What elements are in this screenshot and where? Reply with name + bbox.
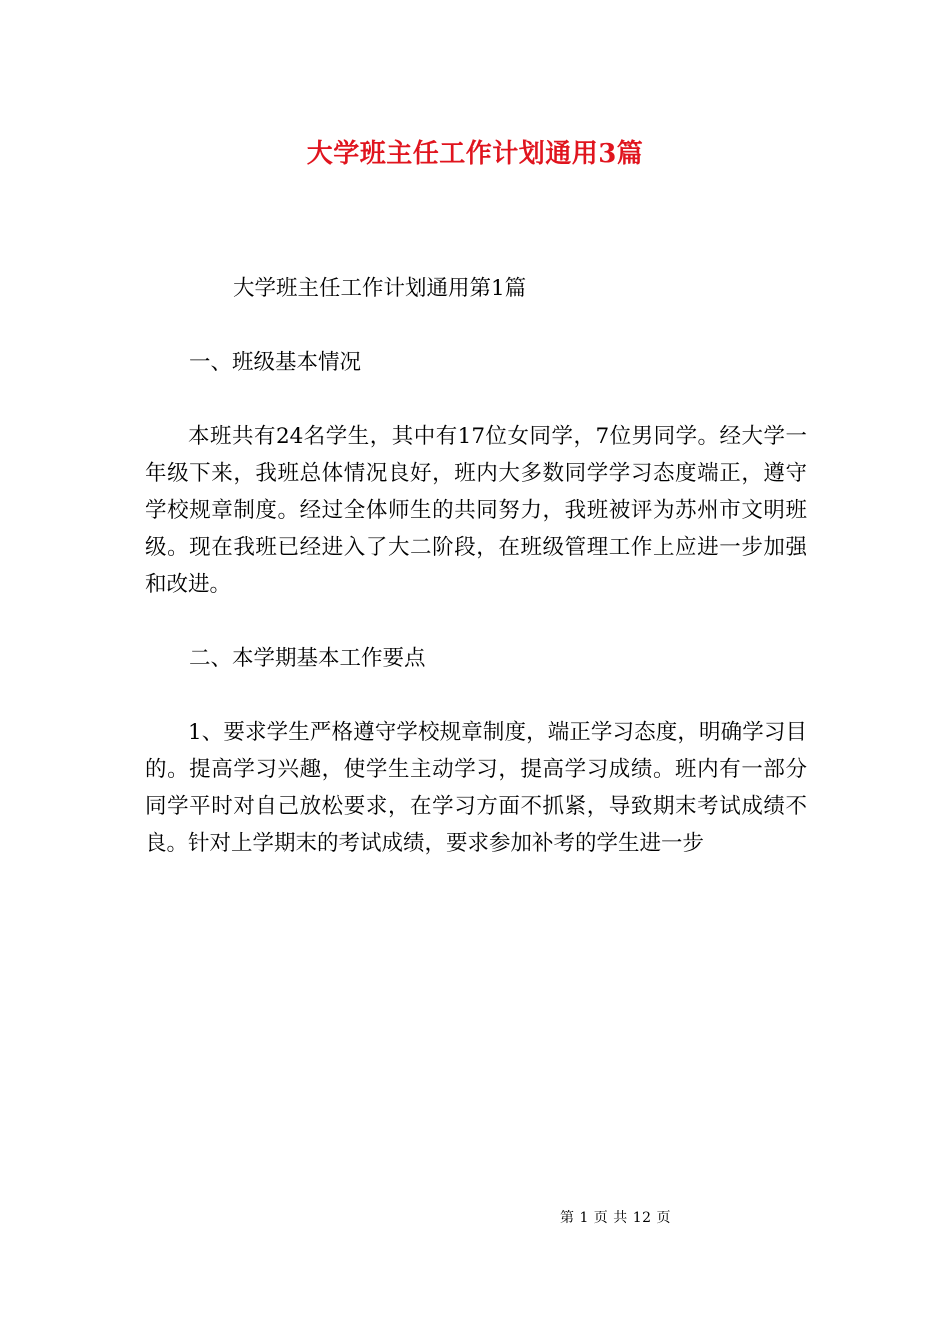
paragraph: 本班共有24名学生，其中有17位女同学，7位男同学。经大学一年级下来，我班总体情况良好，班内大多数同学学习态度端正，遵守学校规章制度。经过全体师生的共同努力，我班被评为苏州市文明班级。现在我班已经进入了大二阶段，在班级管理工作上应进一步加强和改进。: [145, 424, 807, 597]
paragraph: 1、要求学生严格遵守学校规章制度，端正学习态度，明确学习目的。提高学习兴趣，使学生主动学习，提高学习成绩。班内有一部分同学平时对自己放松要求，在学习方面不抓紧，导致期末考试成绩不良。针对上学期末的考试成绩，要求参加补考的学生进一步: [145, 720, 807, 856]
subsection-heading: 二、本学期基本工作要点: [189, 646, 426, 671]
document-body: [145, 270, 807, 899]
page-number-footer: 第 1 页 共 12 页: [560, 1210, 671, 1226]
section-heading: 大学班主任工作计划通用第1篇: [233, 276, 527, 301]
document-title: 大学班主任工作计划通用3篇: [306, 139, 644, 169]
subsection-heading: 一、班级基本情况: [189, 350, 362, 375]
